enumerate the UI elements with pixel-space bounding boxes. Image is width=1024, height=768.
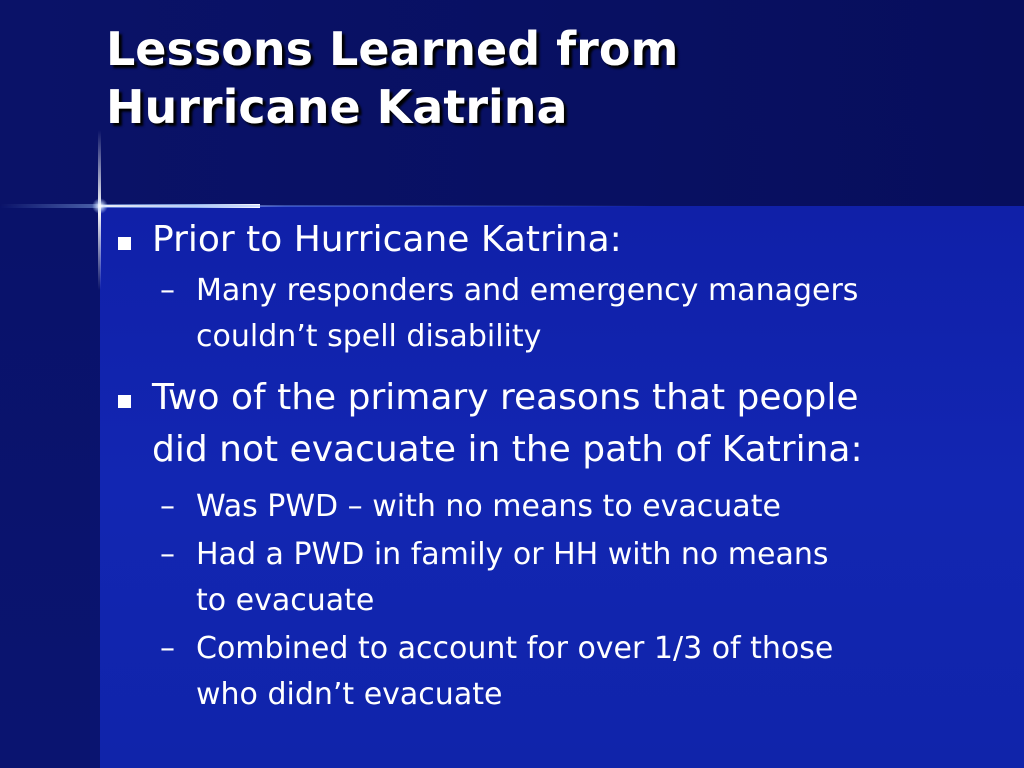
dash-marker: – — [160, 537, 175, 572]
bullet-text: Prior to Hurricane Katrina: — [152, 219, 622, 260]
bullet-text-line: did not evacuate in the path of Katrina: — [152, 429, 863, 470]
dash-marker: – — [160, 489, 175, 524]
sub-item-line: Had a PWD in family or HH with no means — [196, 537, 829, 572]
sub-item-combined — [114, 626, 994, 718]
sub-item-line: Combined to account for over 1/3 of those — [196, 631, 834, 666]
sub-item-had-pwd — [114, 532, 994, 624]
panel-top-edge-glow — [100, 205, 1024, 207]
slide-title — [106, 20, 986, 136]
square-bullet-icon — [118, 395, 131, 408]
sub-item-was-pwd — [114, 484, 994, 530]
bullet-item-reasons — [114, 372, 994, 476]
bullet-item-prior — [114, 214, 994, 266]
sub-item-line: who didn’t evacuate — [196, 677, 503, 712]
dash-marker: – — [160, 631, 175, 666]
slide-body — [114, 214, 994, 718]
sub-item-line: Many responders and emergency managers — [196, 273, 859, 308]
sub-item-line: Was PWD – with no means to evacuate — [196, 489, 781, 524]
dash-marker: – — [160, 273, 175, 308]
bullet-text-line: Two of the primary reasons that people — [152, 377, 859, 418]
sub-item-responders — [114, 268, 994, 360]
sub-item-line: couldn’t spell disability — [196, 319, 542, 354]
sub-item-line: to evacuate — [196, 583, 375, 618]
slide-title-line-2: Hurricane Katrina — [106, 80, 568, 134]
square-bullet-icon — [118, 237, 131, 250]
left-band — [0, 206, 100, 768]
light-flare-icon — [92, 198, 108, 214]
slide-title-line-1: Lessons Learned from — [106, 22, 679, 76]
